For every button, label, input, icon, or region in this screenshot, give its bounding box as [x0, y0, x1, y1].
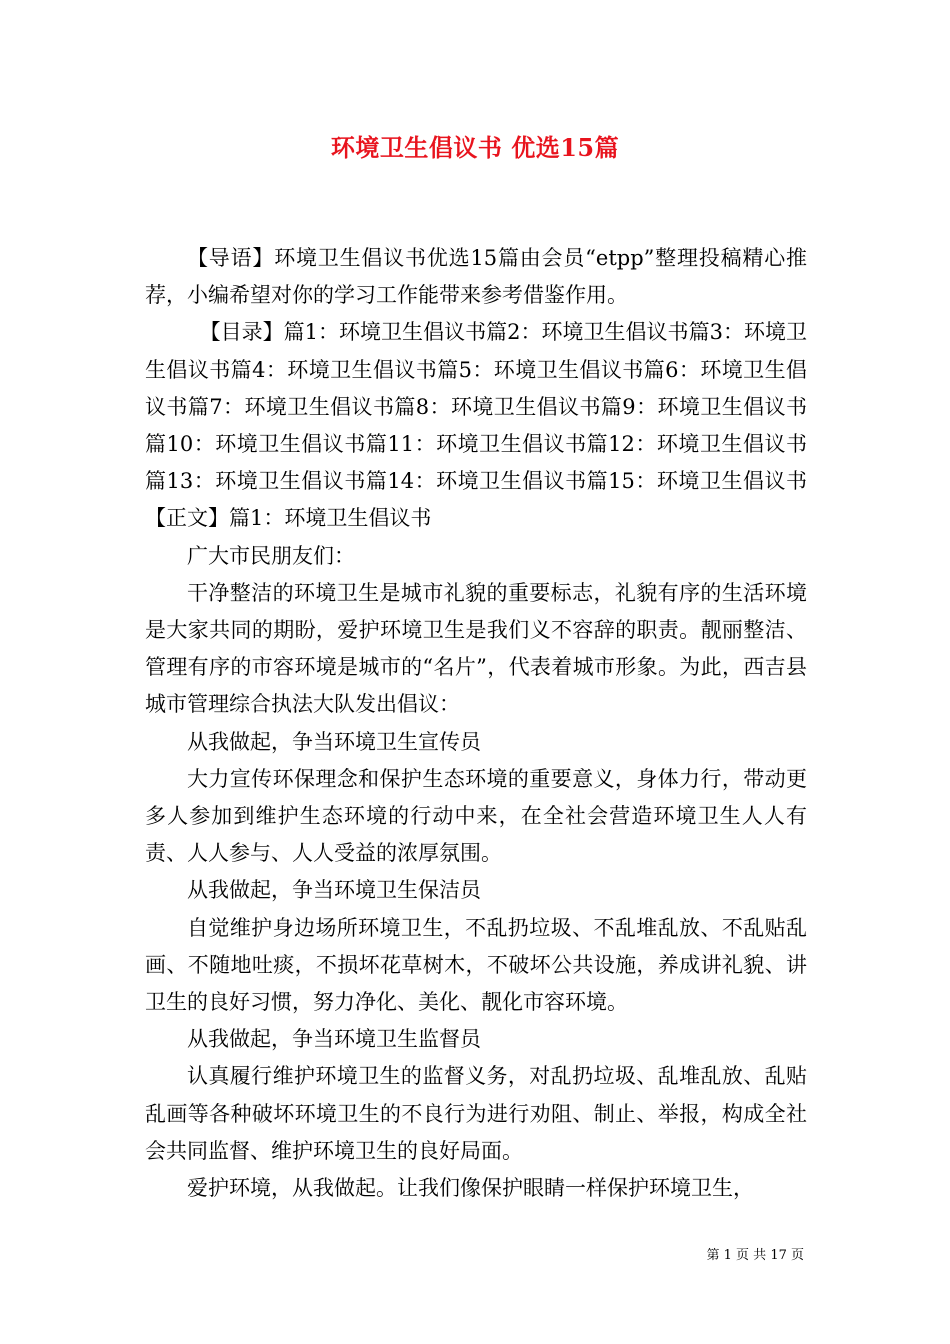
page-number-footer: 第 1 页 共 17 页 [706, 1248, 804, 1263]
section-heading: 从我做起，争当环境卫生宣传员 [187, 729, 481, 754]
intro-paragraph: 【导语】环境卫生倡议书优选15篇由会员“etpp”整理投稿精心推荐，小编希望对你的学习工作能带来参考借鉴作用。 [145, 246, 807, 308]
section-heading: 从我做起，争当环境卫生保洁员 [187, 878, 481, 903]
body-paragraph: 自觉维护身边场所环境卫生，不乱扔垃圾、不乱堆乱放、不乱贴乱画、不随地吐痰，不损坏花草树木，不破坏公共设施，养成讲礼貌、讲卫生的良好习惯，努力净化、美化、靓化市容环境。 [145, 915, 807, 1015]
salutation-paragraph: 广大市民朋友们： [187, 543, 355, 568]
body-paragraph: 大力宣传环保理念和保护生态环境的重要意义，身体力行，带动更多人参加到维护生态环境的行动中来，在全社会营造环境卫生人人有责、人人参与、人人受益的浓厚氛围。 [145, 766, 807, 866]
body-paragraph: 干净整洁的环境卫生是城市礼貌的重要标志，礼貌有序的生活环境是大家共同的期盼，爱护环境卫生是我们义不容辞的职责。靓丽整洁、管理有序的市容环境是城市的“名片”，代表着城市形象。为此，西吉县城市管理综合执法大队发出倡议： [145, 580, 807, 717]
document-body [145, 240, 807, 1207]
table-of-contents-paragraph: 【目录】篇1：环境卫生倡议书篇2：环境卫生倡议书篇3：环境卫生倡议书篇4：环境卫生倡议书篇5：环境卫生倡议书篇6：环境卫生倡议书篇7：环境卫生倡议书篇8：环境卫生倡议书篇9：环境卫生倡议书篇10：环境卫生倡议书篇11：环境卫生倡议书篇12：环境卫生倡议书篇13：环境卫生倡议书篇14：环境卫生倡议书篇15：环境卫生倡议书【正文】篇1：环境卫生倡议书 [145, 320, 807, 531]
body-paragraph: 认真履行维护环境卫生的监督义务，对乱扔垃圾、乱堆乱放、乱贴乱画等各种破坏环境卫生的不良行为进行劝阻、制止、举报，构成全社会共同监督、维护环境卫生的良好局面。 [145, 1064, 807, 1163]
document-title: 环境卫生倡议书 优选15篇 [330, 133, 620, 162]
body-paragraph: 爱护环境，从我做起。让我们像保护眼睛一样保护环境卫生， [187, 1176, 754, 1201]
section-heading: 从我做起，争当环境卫生监督员 [187, 1027, 481, 1052]
